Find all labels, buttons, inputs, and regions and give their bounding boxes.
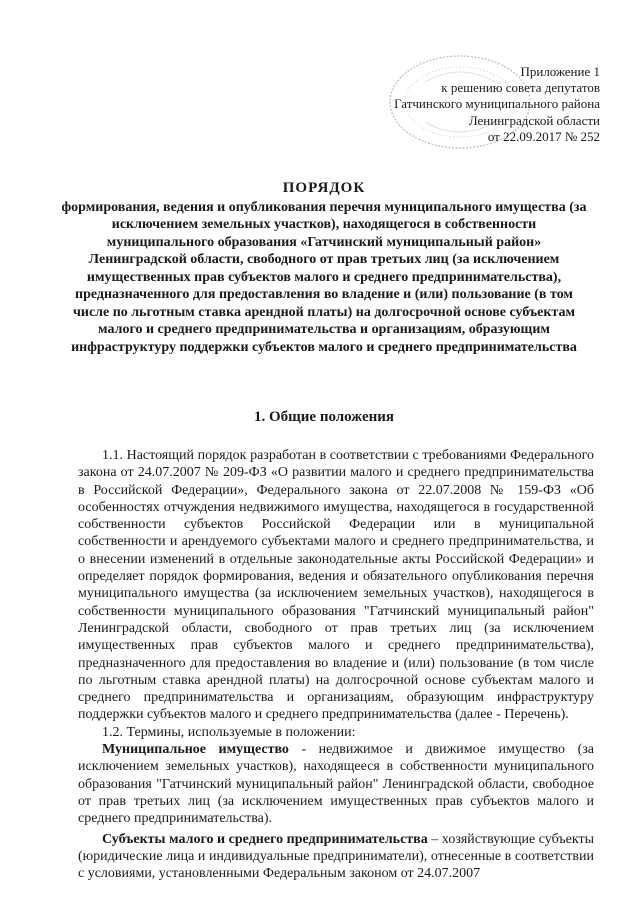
appendix-line: Гатчинского муниципального района bbox=[394, 96, 600, 112]
title-text: формирования, ведения и опубликования перечня муниципального имущества (за исключением земельных участков), находящегося в собственности муниципального образования «Гатчинский муниципальный район» Ленинградской области, свободного от прав третьих лиц (за исключением имущественных прав субъектов малого и среднего предпринимательства), предназначенного для предоставления во владение и (или) пользование (в том числе по льготным ставка арендной платы) на долгосрочной основе субъектам малого и среднего предпринимательства и организациям, образующим инфраструктуру поддержки субъектов малого и среднего предпринимательства bbox=[61, 199, 587, 355]
term-text: – хозяйствующие субъекты (юридические лица и индивидуальные предприниматели), отнесенные в соответствии с условиями, установленными Федеральным законом от 24.07.2007 bbox=[78, 831, 594, 882]
document-title bbox=[60, 180, 588, 356]
term-name: Муниципальное имущество bbox=[102, 742, 289, 758]
document-body bbox=[78, 447, 594, 882]
paragraph-1-1: 1.1. Настоящий порядок разработан в соответствии с требованиями Федерального закона от 24.07.2007 № 209-ФЗ «О развитии малого и среднего предпринимательства в Российской Федерации», Федерального закона от 22.07.2008 № 159-ФЗ «Об особенностях отчуждения недвижимого имущества, находящегося в государственной собственности субъектов Российской Федерации или в муниципальной собственности и арендуемого субъектами малого и среднего предпринимательства, и о внесении изменений в отдельные законодательные акты Российской Федерации» и определяет порядок формирования, ведения и обязательного опубликования перечня муниципального имущества (за исключением земельных участков), находящегося в собственности муниципального образования "Гатчинский муниципальный район" Ленинградской области, свободного от прав третьих лиц (за исключением имущественных прав субъектов малого и среднего предпринимательства), предназначенного для предоставления во владение и (или) пользование (в том числе по льготным ставка арендной платы) на долгосрочной основе субъектам малого и среднего предпринимательства и организациям, образующим инфраструктуру поддержки субъектов малого и среднего предпринимательства (далее - Перечень). bbox=[78, 448, 594, 723]
appendix-line: к решению совета депутатов bbox=[441, 80, 600, 96]
title-heading: ПОРЯДОК bbox=[282, 180, 366, 196]
appendix-line: от 22.09.2017 № 252 bbox=[487, 128, 600, 144]
term-text: - недвижимое и движимое имущество (за исключением земельных участков), находящееся в собственности муниципального образования "Гатчинский муниципальный район" Ленинградской области, свободное от прав третьих лиц (за исключением имущественных прав субъектов малого и среднего предпринимательства). bbox=[78, 742, 594, 827]
appendix-line: Ленинградской области bbox=[468, 112, 600, 128]
appendix-block bbox=[360, 64, 600, 145]
term-definition bbox=[78, 741, 594, 827]
term-definition bbox=[78, 831, 594, 883]
appendix-line: Приложение 1 bbox=[520, 64, 600, 79]
paragraph-1-2: 1.2. Термины, используемые в положении: bbox=[102, 724, 356, 740]
term-name: Субъекты малого и среднего предпринимательства bbox=[102, 831, 428, 847]
section-heading: 1. Общие положения bbox=[253, 409, 395, 425]
